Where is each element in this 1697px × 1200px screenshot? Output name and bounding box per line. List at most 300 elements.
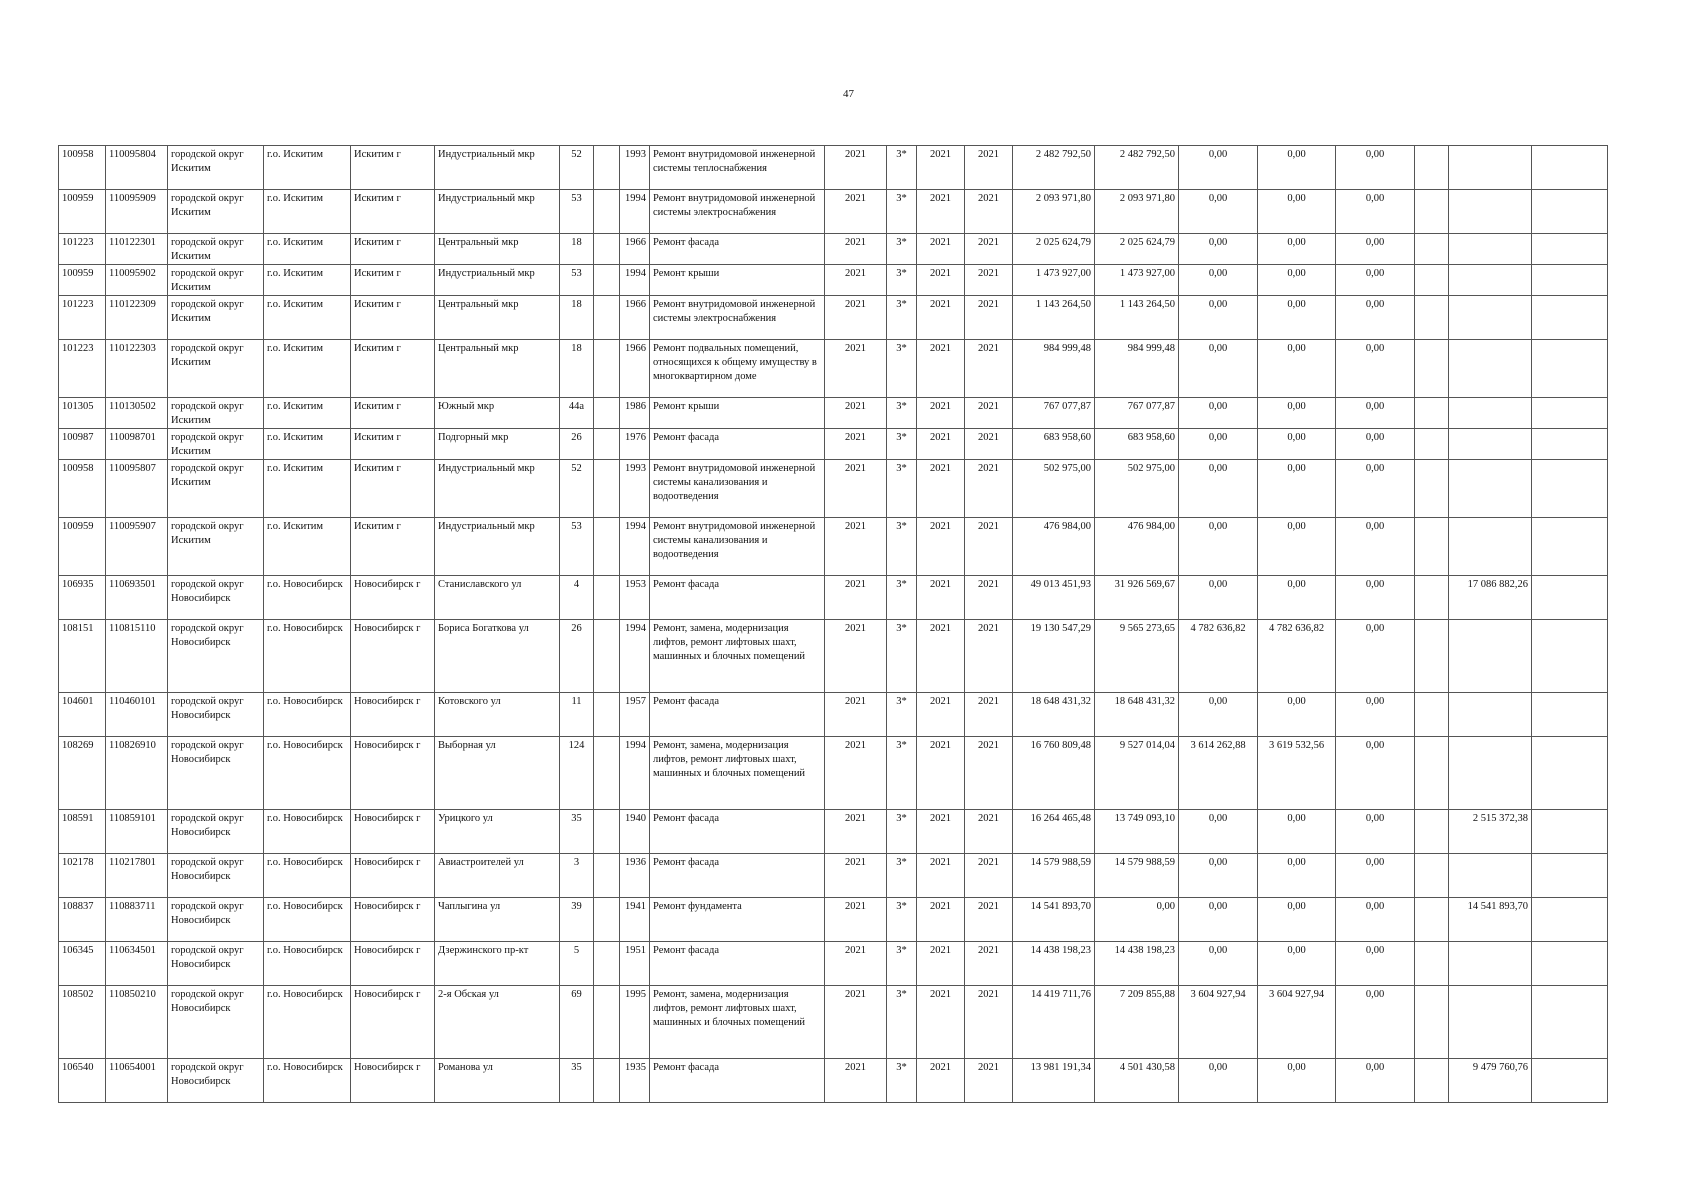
cell-regional-funds: 0,00	[1179, 296, 1258, 340]
cell-owners-funds: 2 482 792,50	[1095, 146, 1179, 190]
cell-street: Индустриальный мкр	[435, 460, 560, 518]
cell-municipality: городской округ Искитим	[168, 234, 264, 265]
cell-regional-funds: 0,00	[1179, 1059, 1258, 1103]
cell-work-type: Ремонт внутридомовой инженерной системы электроснабжения	[650, 190, 825, 234]
cell-regional-funds: 3 604 927,94	[1179, 986, 1258, 1059]
cell-settlement: Искитим г	[351, 146, 435, 190]
cell-settlement: Искитим г	[351, 340, 435, 398]
cell-district: г.о. Искитим	[264, 234, 351, 265]
cell-record-id: 110095902	[106, 265, 168, 296]
cell-building	[594, 398, 620, 429]
cell-building	[594, 693, 620, 737]
cell-end-year: 2021	[965, 190, 1013, 234]
cell-municipality: городской округ Новосибирск	[168, 620, 264, 693]
cell-street: Центральный мкр	[435, 340, 560, 398]
cell-end-year: 2021	[965, 576, 1013, 620]
cell-category: 3*	[887, 620, 917, 693]
cell-record-id: 110654001	[106, 1059, 168, 1103]
table-row	[59, 460, 1608, 518]
table-row	[59, 810, 1608, 854]
cell-total-cost: 2 482 792,50	[1013, 146, 1095, 190]
cell-work-type: Ремонт, замена, модернизация лифтов, ремонт лифтовых шахт, машинных и блочных помещений	[650, 620, 825, 693]
cell-record-id: 110122303	[106, 340, 168, 398]
cell-note	[1532, 854, 1608, 898]
cell-federal-funds: 0,00	[1258, 693, 1336, 737]
cell-federal-funds: 3 619 532,56	[1258, 737, 1336, 810]
cell-start-year: 2021	[917, 854, 965, 898]
cell-house-id: 108502	[59, 986, 106, 1059]
cell-house-id: 100987	[59, 429, 106, 460]
cell-record-id: 110815110	[106, 620, 168, 693]
cell-end-year: 2021	[965, 854, 1013, 898]
cell-total-cost: 502 975,00	[1013, 460, 1095, 518]
cell-local-funds: 0,00	[1336, 190, 1415, 234]
cell-extra-col	[1415, 518, 1449, 576]
cell-work-type: Ремонт фасада	[650, 693, 825, 737]
cell-house-id: 100959	[59, 265, 106, 296]
cell-work-type: Ремонт крыши	[650, 398, 825, 429]
cell-build-year: 1994	[620, 620, 650, 693]
cell-settlement: Новосибирск г	[351, 942, 435, 986]
cell-other-funds	[1449, 518, 1532, 576]
cell-house-number: 52	[560, 146, 594, 190]
cell-end-year: 2021	[965, 265, 1013, 296]
cell-house-id: 100959	[59, 518, 106, 576]
cell-house-number: 26	[560, 620, 594, 693]
cell-category: 3*	[887, 296, 917, 340]
cell-regional-funds: 0,00	[1179, 898, 1258, 942]
cell-start-year: 2021	[917, 810, 965, 854]
cell-federal-funds: 0,00	[1258, 190, 1336, 234]
cell-plan-year: 2021	[825, 190, 887, 234]
cell-municipality: городской округ Новосибирск	[168, 898, 264, 942]
cell-house-id: 100959	[59, 190, 106, 234]
cell-total-cost: 19 130 547,29	[1013, 620, 1095, 693]
cell-street: Выборная ул	[435, 737, 560, 810]
cell-owners-funds: 9 527 014,04	[1095, 737, 1179, 810]
cell-owners-funds: 14 579 988,59	[1095, 854, 1179, 898]
cell-work-type: Ремонт подвальных помещений, относящихся к общему имуществу в многоквартирном доме	[650, 340, 825, 398]
cell-local-funds: 0,00	[1336, 265, 1415, 296]
cell-local-funds: 0,00	[1336, 810, 1415, 854]
cell-total-cost: 683 958,60	[1013, 429, 1095, 460]
cell-federal-funds: 0,00	[1258, 265, 1336, 296]
cell-owners-funds: 767 077,87	[1095, 398, 1179, 429]
cell-other-funds	[1449, 265, 1532, 296]
cell-building	[594, 942, 620, 986]
cell-settlement: Новосибирск г	[351, 737, 435, 810]
cell-owners-funds: 683 958,60	[1095, 429, 1179, 460]
cell-start-year: 2021	[917, 576, 965, 620]
cell-other-funds	[1449, 146, 1532, 190]
cell-municipality: городской округ Искитим	[168, 296, 264, 340]
cell-federal-funds: 0,00	[1258, 296, 1336, 340]
cell-building	[594, 737, 620, 810]
cell-work-type: Ремонт, замена, модернизация лифтов, ремонт лифтовых шахт, машинных и блочных помещений	[650, 986, 825, 1059]
cell-start-year: 2021	[917, 265, 965, 296]
cell-owners-funds: 31 926 569,67	[1095, 576, 1179, 620]
cell-category: 3*	[887, 693, 917, 737]
cell-plan-year: 2021	[825, 146, 887, 190]
cell-municipality: городской округ Новосибирск	[168, 1059, 264, 1103]
cell-plan-year: 2021	[825, 340, 887, 398]
cell-owners-funds: 476 984,00	[1095, 518, 1179, 576]
cell-category: 3*	[887, 429, 917, 460]
cell-house-number: 44а	[560, 398, 594, 429]
cell-category: 3*	[887, 518, 917, 576]
table-row	[59, 986, 1608, 1059]
cell-house-number: 69	[560, 986, 594, 1059]
cell-build-year: 1941	[620, 898, 650, 942]
cell-house-id: 106540	[59, 1059, 106, 1103]
cell-house-id: 108269	[59, 737, 106, 810]
cell-work-type: Ремонт фасада	[650, 810, 825, 854]
cell-federal-funds: 3 604 927,94	[1258, 986, 1336, 1059]
cell-start-year: 2021	[917, 340, 965, 398]
cell-district: г.о. Искитим	[264, 340, 351, 398]
cell-building	[594, 986, 620, 1059]
cell-start-year: 2021	[917, 737, 965, 810]
cell-end-year: 2021	[965, 296, 1013, 340]
cell-end-year: 2021	[965, 518, 1013, 576]
cell-end-year: 2021	[965, 1059, 1013, 1103]
cell-municipality: городской округ Новосибирск	[168, 576, 264, 620]
cell-plan-year: 2021	[825, 942, 887, 986]
cell-municipality: городской округ Новосибирск	[168, 810, 264, 854]
cell-street: Индустриальный мкр	[435, 190, 560, 234]
cell-municipality: городской округ Новосибирск	[168, 854, 264, 898]
table-row	[59, 1059, 1608, 1103]
cell-local-funds: 0,00	[1336, 146, 1415, 190]
cell-settlement: Новосибирск г	[351, 898, 435, 942]
cell-settlement: Новосибирск г	[351, 576, 435, 620]
cell-local-funds: 0,00	[1336, 986, 1415, 1059]
cell-total-cost: 2 093 971,80	[1013, 190, 1095, 234]
cell-start-year: 2021	[917, 518, 965, 576]
cell-total-cost: 16 264 465,48	[1013, 810, 1095, 854]
cell-district: г.о. Новосибирск	[264, 576, 351, 620]
cell-other-funds	[1449, 942, 1532, 986]
cell-house-id: 108837	[59, 898, 106, 942]
cell-district: г.о. Искитим	[264, 190, 351, 234]
cell-regional-funds: 0,00	[1179, 398, 1258, 429]
cell-regional-funds: 0,00	[1179, 234, 1258, 265]
cell-extra-col	[1415, 737, 1449, 810]
cell-record-id: 110826910	[106, 737, 168, 810]
cell-owners-funds: 502 975,00	[1095, 460, 1179, 518]
cell-federal-funds: 0,00	[1258, 460, 1336, 518]
cell-start-year: 2021	[917, 296, 965, 340]
cell-house-number: 53	[560, 265, 594, 296]
cell-regional-funds: 0,00	[1179, 340, 1258, 398]
cell-municipality: городской округ Новосибирск	[168, 737, 264, 810]
cell-start-year: 2021	[917, 146, 965, 190]
table-row	[59, 340, 1608, 398]
cell-regional-funds: 0,00	[1179, 576, 1258, 620]
cell-category: 3*	[887, 942, 917, 986]
cell-category: 3*	[887, 898, 917, 942]
cell-plan-year: 2021	[825, 620, 887, 693]
cell-federal-funds: 0,00	[1258, 810, 1336, 854]
cell-note	[1532, 234, 1608, 265]
cell-note	[1532, 737, 1608, 810]
cell-start-year: 2021	[917, 693, 965, 737]
cell-note	[1532, 429, 1608, 460]
cell-street: Станиславского ул	[435, 576, 560, 620]
cell-record-id: 110095909	[106, 190, 168, 234]
cell-owners-funds: 1 473 927,00	[1095, 265, 1179, 296]
cell-build-year: 1935	[620, 1059, 650, 1103]
cell-settlement: Искитим г	[351, 234, 435, 265]
cell-extra-col	[1415, 1059, 1449, 1103]
cell-work-type: Ремонт фасада	[650, 576, 825, 620]
cell-local-funds: 0,00	[1336, 693, 1415, 737]
cell-local-funds: 0,00	[1336, 340, 1415, 398]
cell-work-type: Ремонт внутридомовой инженерной системы канализования и водоотведения	[650, 460, 825, 518]
cell-federal-funds: 0,00	[1258, 398, 1336, 429]
cell-extra-col	[1415, 265, 1449, 296]
cell-record-id: 110095807	[106, 460, 168, 518]
table-row	[59, 693, 1608, 737]
cell-note	[1532, 398, 1608, 429]
cell-district: г.о. Новосибирск	[264, 810, 351, 854]
cell-other-funds: 14 541 893,70	[1449, 898, 1532, 942]
cell-category: 3*	[887, 398, 917, 429]
cell-end-year: 2021	[965, 146, 1013, 190]
cell-house-number: 52	[560, 460, 594, 518]
cell-street: Дзержинского пр-кт	[435, 942, 560, 986]
cell-end-year: 2021	[965, 234, 1013, 265]
cell-street: Южный мкр	[435, 398, 560, 429]
cell-total-cost: 1 473 927,00	[1013, 265, 1095, 296]
cell-end-year: 2021	[965, 942, 1013, 986]
cell-regional-funds: 4 782 636,82	[1179, 620, 1258, 693]
cell-plan-year: 2021	[825, 398, 887, 429]
cell-owners-funds: 2 093 971,80	[1095, 190, 1179, 234]
cell-build-year: 1957	[620, 693, 650, 737]
cell-work-type: Ремонт фасада	[650, 234, 825, 265]
cell-building	[594, 234, 620, 265]
cell-local-funds: 0,00	[1336, 737, 1415, 810]
cell-municipality: городской округ Искитим	[168, 460, 264, 518]
table-row	[59, 398, 1608, 429]
cell-work-type: Ремонт фасада	[650, 942, 825, 986]
cell-building	[594, 810, 620, 854]
cell-build-year: 1993	[620, 146, 650, 190]
cell-build-year: 1995	[620, 986, 650, 1059]
cell-end-year: 2021	[965, 898, 1013, 942]
cell-local-funds: 0,00	[1336, 620, 1415, 693]
page-number: 47	[843, 88, 854, 100]
cell-plan-year: 2021	[825, 898, 887, 942]
cell-category: 3*	[887, 737, 917, 810]
cell-total-cost: 13 981 191,34	[1013, 1059, 1095, 1103]
cell-start-year: 2021	[917, 1059, 965, 1103]
cell-end-year: 2021	[965, 810, 1013, 854]
cell-build-year: 1986	[620, 398, 650, 429]
cell-build-year: 1951	[620, 942, 650, 986]
cell-municipality: городской округ Новосибирск	[168, 986, 264, 1059]
cell-category: 3*	[887, 460, 917, 518]
cell-federal-funds: 0,00	[1258, 1059, 1336, 1103]
cell-federal-funds: 0,00	[1258, 429, 1336, 460]
cell-record-id: 110122309	[106, 296, 168, 340]
cell-plan-year: 2021	[825, 576, 887, 620]
cell-local-funds: 0,00	[1336, 234, 1415, 265]
cell-building	[594, 576, 620, 620]
table-row	[59, 737, 1608, 810]
cell-building	[594, 429, 620, 460]
cell-record-id: 110634501	[106, 942, 168, 986]
cell-note	[1532, 898, 1608, 942]
cell-extra-col	[1415, 460, 1449, 518]
cell-end-year: 2021	[965, 620, 1013, 693]
cell-build-year: 1994	[620, 518, 650, 576]
cell-start-year: 2021	[917, 190, 965, 234]
cell-federal-funds: 0,00	[1258, 942, 1336, 986]
cell-municipality: городской округ Новосибирск	[168, 942, 264, 986]
cell-building	[594, 190, 620, 234]
cell-extra-col	[1415, 576, 1449, 620]
cell-total-cost: 2 025 624,79	[1013, 234, 1095, 265]
cell-build-year: 1966	[620, 340, 650, 398]
cell-street: 2-я Обская ул	[435, 986, 560, 1059]
cell-work-type: Ремонт внутридомовой инженерной системы канализования и водоотведения	[650, 518, 825, 576]
cell-house-id: 102178	[59, 854, 106, 898]
cell-record-id: 110693501	[106, 576, 168, 620]
cell-category: 3*	[887, 1059, 917, 1103]
cell-work-type: Ремонт фасада	[650, 854, 825, 898]
cell-district: г.о. Новосибирск	[264, 620, 351, 693]
cell-regional-funds: 0,00	[1179, 854, 1258, 898]
table-row	[59, 854, 1608, 898]
cell-settlement: Искитим г	[351, 518, 435, 576]
table-row	[59, 518, 1608, 576]
cell-note	[1532, 518, 1608, 576]
cell-district: г.о. Искитим	[264, 429, 351, 460]
cell-regional-funds: 0,00	[1179, 265, 1258, 296]
cell-settlement: Новосибирск г	[351, 1059, 435, 1103]
cell-building	[594, 265, 620, 296]
cell-plan-year: 2021	[825, 854, 887, 898]
cell-settlement: Новосибирск г	[351, 854, 435, 898]
cell-owners-funds: 1 143 264,50	[1095, 296, 1179, 340]
cell-record-id: 110859101	[106, 810, 168, 854]
cell-record-id: 110098701	[106, 429, 168, 460]
cell-record-id: 110095907	[106, 518, 168, 576]
cell-end-year: 2021	[965, 693, 1013, 737]
cell-municipality: городской округ Искитим	[168, 340, 264, 398]
cell-regional-funds: 0,00	[1179, 518, 1258, 576]
cell-extra-col	[1415, 898, 1449, 942]
cell-district: г.о. Новосибирск	[264, 898, 351, 942]
cell-total-cost: 18 648 431,32	[1013, 693, 1095, 737]
cell-district: г.о. Новосибирск	[264, 737, 351, 810]
cell-local-funds: 0,00	[1336, 854, 1415, 898]
cell-other-funds	[1449, 429, 1532, 460]
cell-owners-funds: 2 025 624,79	[1095, 234, 1179, 265]
cell-street: Центральный мкр	[435, 234, 560, 265]
cell-other-funds	[1449, 296, 1532, 340]
cell-settlement: Искитим г	[351, 398, 435, 429]
cell-work-type: Ремонт внутридомовой инженерной системы электроснабжения	[650, 296, 825, 340]
cell-regional-funds: 0,00	[1179, 460, 1258, 518]
cell-end-year: 2021	[965, 737, 1013, 810]
cell-start-year: 2021	[917, 234, 965, 265]
cell-record-id: 110095804	[106, 146, 168, 190]
cell-note	[1532, 1059, 1608, 1103]
cell-plan-year: 2021	[825, 737, 887, 810]
cell-note	[1532, 296, 1608, 340]
cell-municipality: городской округ Искитим	[168, 265, 264, 296]
cell-district: г.о. Новосибирск	[264, 986, 351, 1059]
cell-plan-year: 2021	[825, 693, 887, 737]
cell-extra-col	[1415, 340, 1449, 398]
cell-build-year: 1994	[620, 737, 650, 810]
cell-federal-funds: 0,00	[1258, 576, 1336, 620]
cell-extra-col	[1415, 942, 1449, 986]
cell-owners-funds: 4 501 430,58	[1095, 1059, 1179, 1103]
cell-street: Индустриальный мкр	[435, 146, 560, 190]
cell-owners-funds: 984 999,48	[1095, 340, 1179, 398]
cell-start-year: 2021	[917, 986, 965, 1059]
cell-federal-funds: 0,00	[1258, 518, 1336, 576]
cell-plan-year: 2021	[825, 810, 887, 854]
cell-plan-year: 2021	[825, 429, 887, 460]
cell-regional-funds: 0,00	[1179, 942, 1258, 986]
cell-other-funds	[1449, 737, 1532, 810]
cell-start-year: 2021	[917, 429, 965, 460]
cell-settlement: Новосибирск г	[351, 810, 435, 854]
cell-house-id: 100958	[59, 460, 106, 518]
cell-district: г.о. Искитим	[264, 146, 351, 190]
cell-regional-funds: 0,00	[1179, 190, 1258, 234]
cell-municipality: городской округ Искитим	[168, 398, 264, 429]
cell-house-id: 108591	[59, 810, 106, 854]
cell-district: г.о. Искитим	[264, 296, 351, 340]
cell-owners-funds: 0,00	[1095, 898, 1179, 942]
cell-owners-funds: 14 438 198,23	[1095, 942, 1179, 986]
cell-house-id: 104601	[59, 693, 106, 737]
cell-local-funds: 0,00	[1336, 942, 1415, 986]
cell-settlement: Новосибирск г	[351, 693, 435, 737]
cell-plan-year: 2021	[825, 460, 887, 518]
cell-other-funds: 2 515 372,38	[1449, 810, 1532, 854]
cell-total-cost: 476 984,00	[1013, 518, 1095, 576]
cell-district: г.о. Новосибирск	[264, 693, 351, 737]
cell-plan-year: 2021	[825, 265, 887, 296]
cell-plan-year: 2021	[825, 986, 887, 1059]
cell-other-funds: 17 086 882,26	[1449, 576, 1532, 620]
cell-other-funds	[1449, 693, 1532, 737]
cell-build-year: 1993	[620, 460, 650, 518]
cell-note	[1532, 576, 1608, 620]
cell-house-number: 35	[560, 810, 594, 854]
cell-house-id: 101223	[59, 234, 106, 265]
cell-extra-col	[1415, 296, 1449, 340]
cell-house-number: 18	[560, 340, 594, 398]
cell-house-number: 3	[560, 854, 594, 898]
table-row	[59, 620, 1608, 693]
cell-other-funds	[1449, 190, 1532, 234]
cell-district: г.о. Искитим	[264, 398, 351, 429]
cell-work-type: Ремонт, замена, модернизация лифтов, ремонт лифтовых шахт, машинных и блочных помещений	[650, 737, 825, 810]
cell-house-id: 106935	[59, 576, 106, 620]
cell-street: Подгорный мкр	[435, 429, 560, 460]
cell-record-id: 110122301	[106, 234, 168, 265]
cell-note	[1532, 986, 1608, 1059]
cell-start-year: 2021	[917, 398, 965, 429]
